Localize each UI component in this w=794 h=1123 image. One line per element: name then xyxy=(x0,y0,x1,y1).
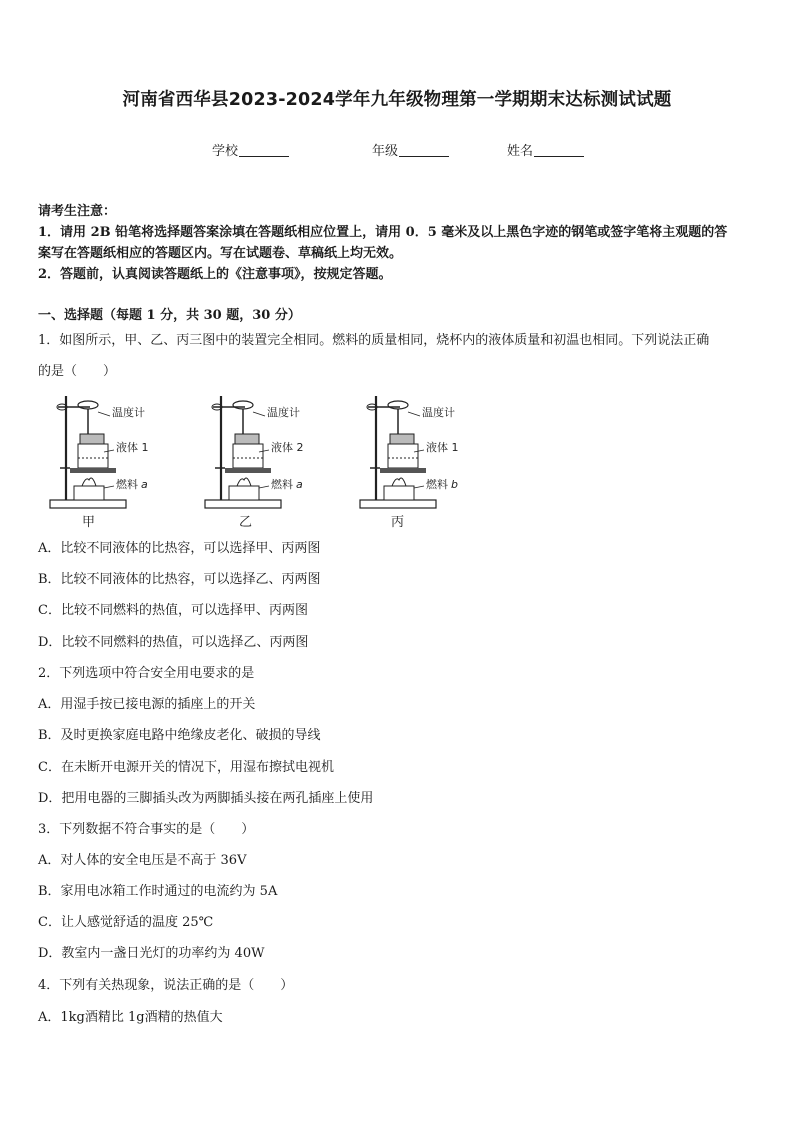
q3-stem: 3．下列数据不符合事实的是（ ） xyxy=(38,822,255,837)
grade-field xyxy=(372,140,449,159)
q3-option-b[interactable]: B．家用电冰箱工作时通过的电流约为 5A xyxy=(38,884,278,899)
school-blank[interactable] xyxy=(239,143,289,157)
notice-item-1-line-1: 1．请用 2B 铅笔将选择题答案涂填在答题纸相应位置上，请用 0．5 毫米及以上黑色字迹的钢笔或签字笔将主观题的答 xyxy=(38,225,728,240)
q3-option-d[interactable]: D．教室内一盏日光灯的功率约为 40W xyxy=(38,946,265,961)
name-label: 姓名 xyxy=(507,144,534,159)
bing-liquid-label: 液体 1 xyxy=(426,441,459,454)
notice-heading: 请考生注意： xyxy=(38,204,117,219)
jia-fuel-label: 燃料 xyxy=(116,478,138,491)
section-heading: 一、选择题（每题 1 分，共 30 题，30 分） xyxy=(38,308,301,323)
q1-option-c[interactable]: C．比较不同燃料的热值，可以选择甲、丙两图 xyxy=(38,603,308,618)
school-field xyxy=(212,140,289,159)
name-field xyxy=(507,140,584,159)
bing-thermometer-label: 温度计 xyxy=(422,406,455,419)
yi-liquid-label: 液体 2 xyxy=(271,441,304,454)
q1-figure xyxy=(40,392,480,532)
q2-option-a[interactable]: A．用湿手按已接电源的插座上的开关 xyxy=(38,697,256,712)
q4-option-a[interactable]: A．1kg酒精比 1g酒精的热值大 xyxy=(38,1010,223,1025)
q1-option-b[interactable]: B．比较不同液体的比热容，可以选择乙、丙两图 xyxy=(38,572,321,587)
bing-caption: 丙 xyxy=(391,515,405,530)
notice-item-2: 2．答题前，认真阅读答题纸上的《注意事项》，按规定答题。 xyxy=(38,267,392,282)
q2-option-c[interactable]: C．在未断开电源开关的情况下，用湿布擦拭电视机 xyxy=(38,760,334,775)
q2-stem: 2．下列选项中符合安全用电要求的是 xyxy=(38,666,255,681)
q2-option-d[interactable]: D．把用电器的三脚插头改为两脚插头接在两孔插座上使用 xyxy=(38,791,374,806)
yi-caption: 乙 xyxy=(239,515,253,530)
grade-blank[interactable] xyxy=(399,143,449,157)
bing-fuel-label: 燃料 xyxy=(426,478,448,491)
q3-option-c[interactable]: C．让人感觉舒适的温度 25℃ xyxy=(38,915,214,930)
yi-fuel-label: 燃料 xyxy=(271,478,293,491)
q1-option-a[interactable]: A．比较不同液体的比热容，可以选择甲、丙两图 xyxy=(38,541,321,556)
school-label: 学校 xyxy=(212,144,239,159)
q1-option-d[interactable]: D．比较不同燃料的热值，可以选择乙、丙两图 xyxy=(38,635,309,650)
page-title: 河南省西华县2023-2024学年九年级物理第一学期期末达标测试试题 xyxy=(122,90,672,110)
yi-thermometer-label: 温度计 xyxy=(267,406,300,419)
q1-stem-line-2: 的是（ ） xyxy=(38,364,117,379)
q2-option-b[interactable]: B．及时更换家庭电路中绝缘皮老化、破损的导线 xyxy=(38,728,321,743)
yi-fuel-id: a xyxy=(296,478,303,491)
q3-option-a[interactable]: A．对人体的安全电压是不高于 36V xyxy=(38,853,247,868)
jia-thermometer-label: 温度计 xyxy=(112,406,145,419)
grade-label: 年级 xyxy=(372,144,399,159)
bing-fuel-id: b xyxy=(451,478,458,491)
jia-caption: 甲 xyxy=(82,515,96,530)
name-blank[interactable] xyxy=(534,143,584,157)
notice-item-1-line-2: 案写在答题纸相应的答题区内。写在试题卷、草稿纸上均无效。 xyxy=(38,246,403,261)
jia-liquid-label: 液体 1 xyxy=(116,441,149,454)
jia-fuel-id: a xyxy=(141,478,148,491)
q1-stem-line-1: 1．如图所示，甲、乙、丙三图中的装置完全相同。燃料的质量相同，烧杯内的液体质量和初温也相同。下列说法正确 xyxy=(38,333,710,348)
q4-stem: 4．下列有关热现象，说法正确的是（ ） xyxy=(38,978,294,993)
